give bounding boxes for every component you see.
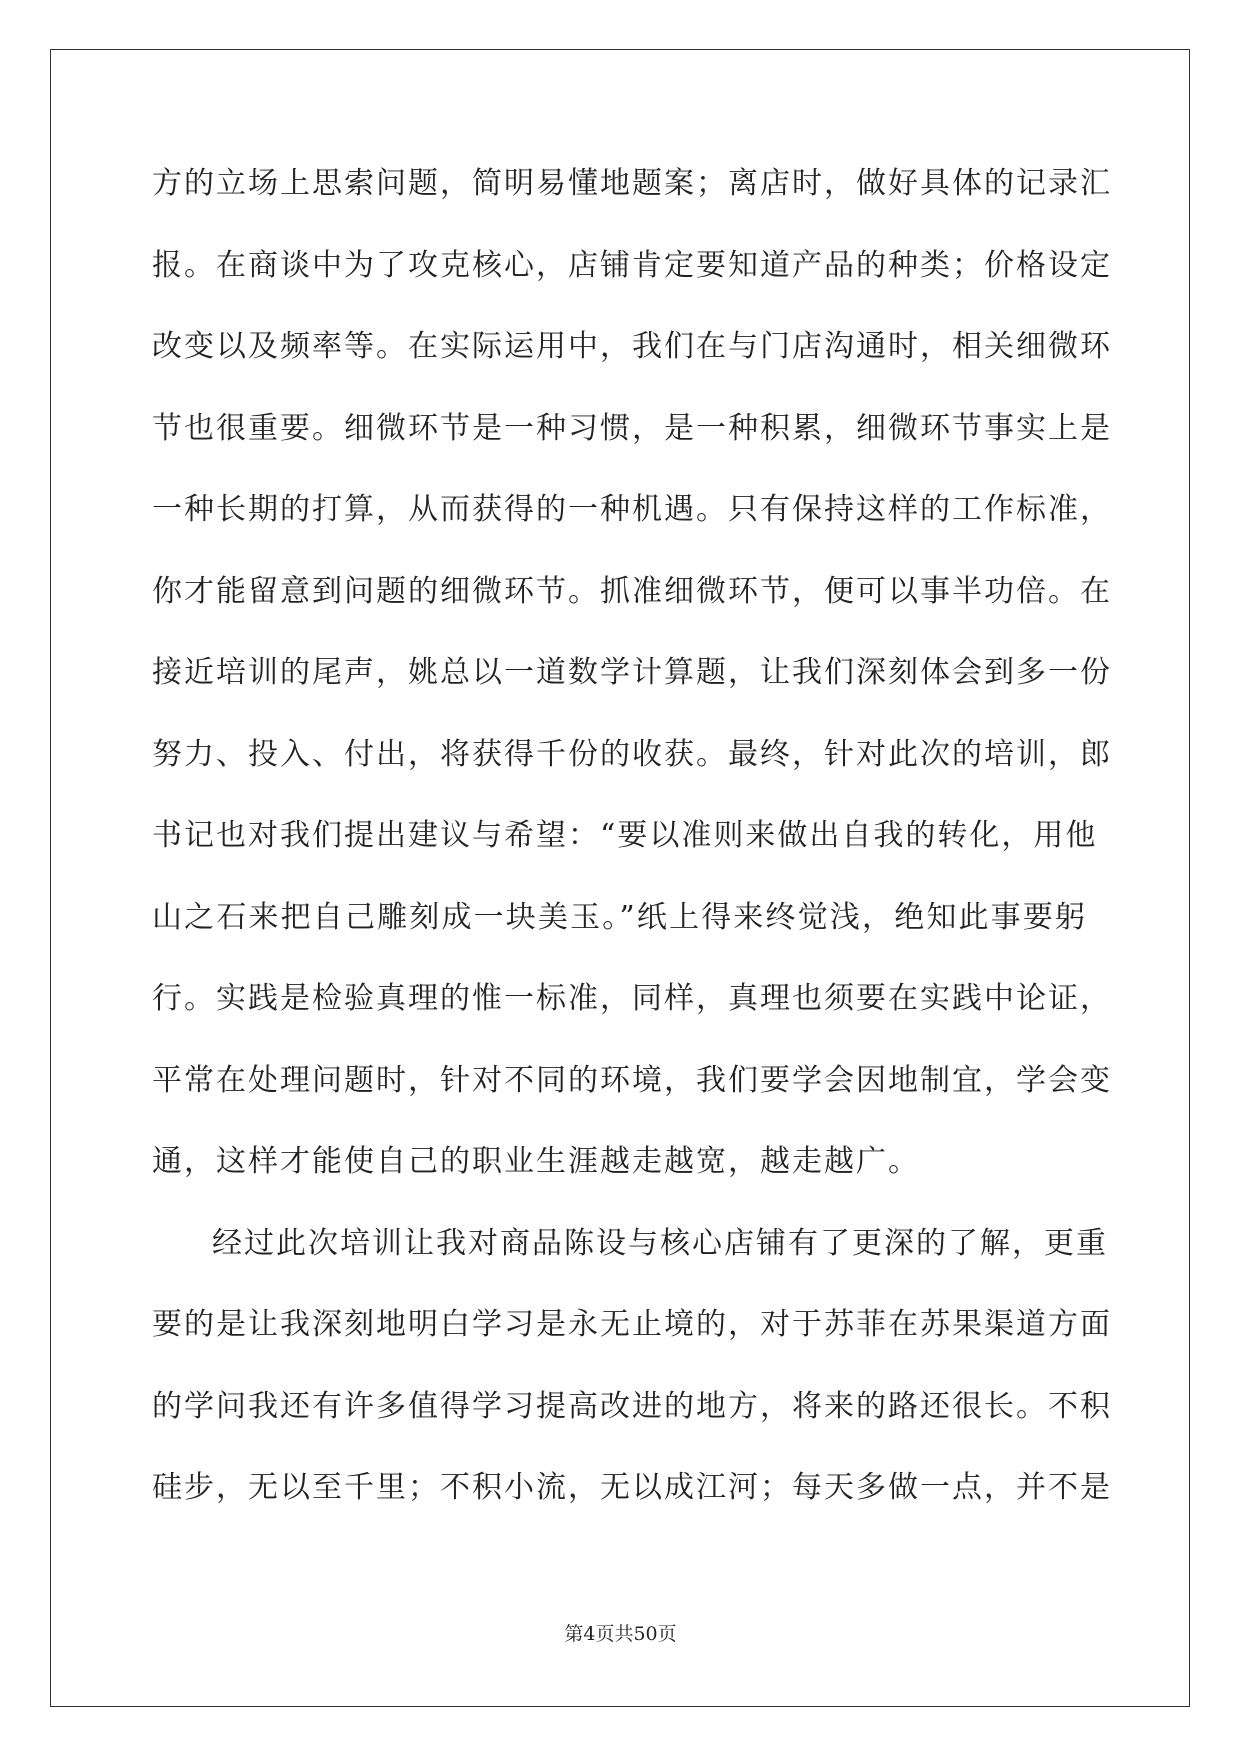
document-body	[152, 164, 1112, 1550]
paragraph-line: 努力、投入、付出，将获得千份的收获。最终，针对此次的培训，郎	[152, 736, 1112, 772]
paragraph-line: 平常在处理问题时，针对不同的环境，我们要学会因地制宜，学会变	[152, 1062, 1112, 1098]
paragraph-line: 行。实践是检验真理的惟一标准，同样，真理也须要在实践中论证，	[152, 981, 1112, 1016]
paragraph-line: 山之石来把自己雕刻成一块美玉。”纸上得来终觉浅，绝知此事要躬	[152, 899, 1087, 935]
paragraph-line: 报。在商谈中为了攻克核心，店铺肯定要知道产品的种类；价格设定	[152, 247, 1112, 283]
paragraph-line: 要的是让我深刻地明白学习是永无止境的，对于苏菲在苏果渠道方面	[152, 1307, 1112, 1342]
page-footer	[0, 1622, 1241, 1646]
paragraph-line: 一种长期的打算，从而获得的一种机遇。只有保持这样的工作标准，	[152, 492, 1112, 527]
paragraph-line: 硅步，无以至千里；不积小流，无以成江河；每天多做一点，并不是	[152, 1470, 1112, 1505]
paragraph-line: 改变以及频率等。在实际运用中，我们在与门店沟通时，相关细微环	[152, 329, 1112, 364]
paragraph-line: 接近培训的尾声，姚总以一道数学计算题，让我们深刻体会到多一份	[152, 655, 1112, 690]
paragraph-line: 通，这样才能使自己的职业生涯越走越宽，越走越广。	[152, 1144, 920, 1179]
paragraph-line: 节也很重要。细微环节是一种习惯，是一种积累，细微环节事实上是	[152, 410, 1112, 446]
paragraph-line: 你才能留意到问题的细微环节。抓准细微环节，便可以事半功倍。在	[152, 573, 1112, 609]
paragraph-line: 方的立场上思索问题，简明易懂地题案；离店时，做好具体的记录汇	[152, 166, 1112, 201]
paragraph-line: 书记也对我们提出建议与希望：“要以准则来做出自我的转化，用他	[152, 818, 1098, 853]
page-number: 第4页	[564, 1623, 615, 1645]
page-total: 共50页	[614, 1623, 677, 1645]
paragraph-line: 的学问我还有许多值得学习提高改进的地方，将来的路还很长。不积	[152, 1388, 1112, 1424]
paragraph-line: 经过此次培训让我对商品陈设与核心店铺有了更深的了解，更重	[212, 1225, 1108, 1261]
